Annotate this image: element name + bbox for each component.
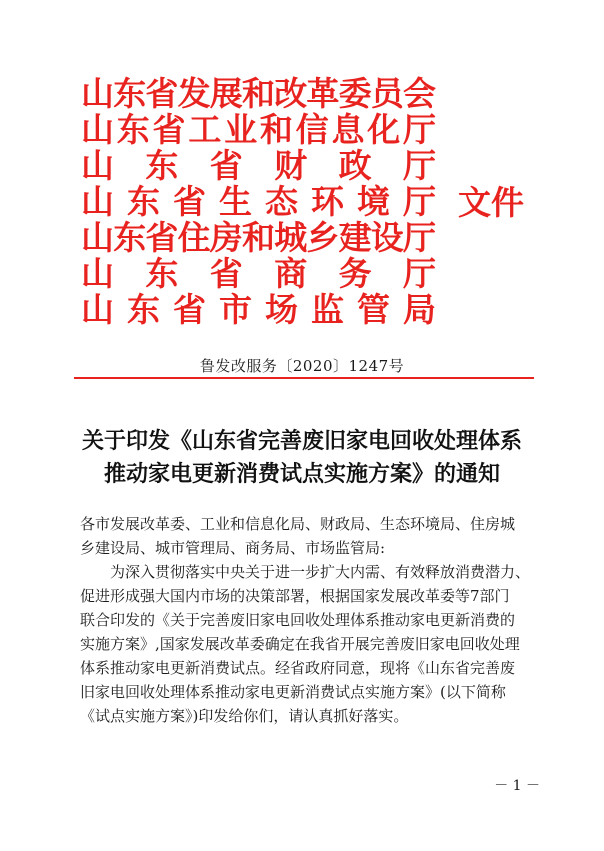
agency-character: 省 (173, 182, 206, 221)
notice-title-line-2: 推动家电更新消费试点实施方案》的通知 (103, 461, 500, 487)
agency-character: 生 (219, 182, 252, 221)
agency-character: 设 (370, 218, 404, 257)
agency-character: 员 (370, 74, 404, 113)
body-line: 联合印发的《关于完善废旧家电回收处理体系推动家电更新消费的 (80, 611, 516, 629)
agency-character: 山 (81, 290, 114, 329)
notice-body (80, 512, 535, 728)
document-number: 鲁发改服务〔2020〕1247号 (199, 357, 405, 375)
agency-character: 局 (403, 290, 436, 329)
agency-character: 山 (81, 218, 114, 257)
agency-character: 态 (265, 182, 298, 221)
agency-character: 环 (311, 182, 344, 221)
agency-character: 住 (177, 218, 211, 257)
agency-character: 政 (338, 146, 372, 185)
agency-character: 山 (81, 254, 114, 293)
body-line: 促进形成强大国内市场的决策部署，根据国家发展改革委等7部门 (80, 587, 510, 605)
red-divider-line (74, 377, 534, 379)
agency-character: 省 (152, 110, 186, 149)
agency-character: 息 (331, 110, 365, 149)
agency-character: 乡 (306, 218, 340, 257)
notice-title (60, 425, 544, 491)
agency-character: 境 (357, 182, 390, 221)
body-line: 旧家电回收处理体系推动家电更新消费试点实施方案》(以下简称 (80, 683, 506, 701)
agency-character: 建 (338, 218, 372, 257)
agency-character: 东 (116, 110, 150, 149)
agency-character: 务 (338, 254, 372, 293)
agency-character: 厅 (403, 110, 436, 149)
agency-character: 革 (306, 74, 340, 113)
issuing-agencies-header (81, 74, 524, 329)
agency-character: 会 (403, 74, 436, 113)
body-line: 为深入贯彻落实中央关于进一步扩大内需、有效释放消费潜力、 (80, 563, 531, 581)
agency-character: 东 (113, 218, 147, 257)
agency-character: 山 (81, 74, 114, 113)
agency-character: 东 (127, 182, 160, 221)
agency-character: 工 (188, 110, 222, 149)
notice-title-line-1: 关于印发《山东省完善废旧家电回收处理体系 (81, 428, 522, 454)
agency-character: 和 (242, 218, 275, 257)
agency-character: 场 (265, 290, 298, 329)
agency-character: 厅 (403, 254, 436, 293)
agency-character: 改 (274, 74, 308, 113)
agency-character: 东 (113, 74, 147, 113)
agency-character: 东 (145, 254, 179, 293)
agency-character: 委 (338, 74, 372, 113)
document-suffix: 文件 (458, 183, 524, 222)
agency-character: 省 (209, 146, 243, 185)
agency-character: 省 (145, 218, 179, 257)
agency-character: 山 (81, 110, 114, 149)
body-line: 体系推动家电更新消费试点。经省政府同意，现将《山东省完善废 (80, 659, 516, 677)
agency-character: 信 (295, 110, 329, 149)
body-line: 各市发展改革委、工业和信息化局、财政局、生态环境局、住房城 (80, 515, 516, 533)
agency-character: 化 (367, 110, 401, 149)
agency-character: 市 (219, 290, 252, 329)
agency-character: 厅 (403, 146, 436, 185)
agency-character: 城 (274, 218, 308, 257)
agency-character: 管 (357, 290, 390, 329)
agency-character: 东 (127, 290, 160, 329)
agency-character: 发 (177, 74, 211, 113)
agency-character: 省 (145, 74, 179, 113)
body-line: 实施方案》,国家发展改革委确定在我省开展完善废旧家电回收处理 (80, 635, 520, 653)
body-line: 乡建设局、城市管理局、商务局、市场监管局: (80, 539, 386, 557)
body-line: 《试点实施方案》)印发给你们，请认真抓好落实。 (80, 707, 409, 725)
agency-character: 省 (209, 254, 243, 293)
agency-character: 厅 (403, 218, 436, 257)
agency-character: 山 (81, 146, 114, 185)
agency-character: 和 (259, 110, 293, 149)
agency-character: 厅 (403, 182, 436, 221)
agency-character: 业 (224, 110, 258, 149)
page-number: － 1 － (494, 778, 540, 794)
agency-character: 展 (209, 74, 243, 113)
agency-character: 房 (209, 218, 243, 257)
agency-character: 财 (274, 146, 308, 185)
agency-character: 监 (311, 290, 344, 329)
agency-character: 东 (145, 146, 179, 185)
agency-character: 和 (242, 74, 275, 113)
agency-character: 山 (81, 182, 114, 221)
agency-character: 商 (274, 254, 308, 293)
agency-character: 省 (173, 290, 206, 329)
